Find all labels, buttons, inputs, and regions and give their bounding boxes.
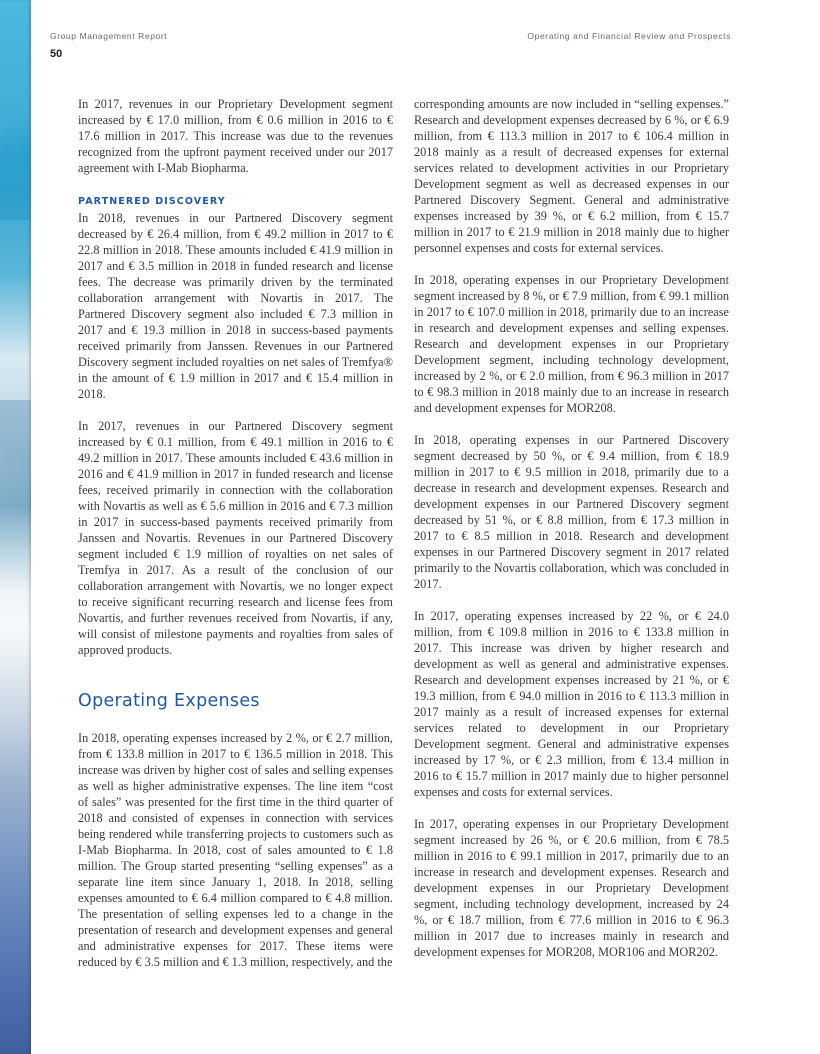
strip-facet [0,50,31,220]
running-header-right: Operating and Financial Review and Prospects [527,31,731,41]
paragraph: In 2018, revenues in our Partnered Discovery segment decreased by € 26.4 million, from € 49.2 million in 2017 to € 22.8 million in 2018. These amounts included € 41.9 million in 2017 and € 3.5 million in 2018 in funded research and license fees. The decrease was primarily driven by the terminated collaboration arrangement with Novartis in 2017. The Partnered Discovery segment also included € 7.3 million in 2017 and € 19.3 million in 2018 in success-based payments received primarily from Janssen. Revenues in our Partnered Discovery segment included royalties on net sales of Tremfya® in the amount of € 1.9 million in 2017 and € 15.4 million in 2018. [78,211,393,401]
decorative-side-strip [0,0,31,1054]
section-heading-operating-expenses: Operating Expenses [78,691,260,711]
paragraph: In 2018, operating expenses increased by 2 %, or € 2.7 million, from € 133.8 million in 2017 to € 136.5 million in 2018. This increase was driven by higher cost of sales and selling expenses as well as higher administrative expenses. The line item “cost of sales” was presented for the first time in the third quarter of 2018 and consisted of expenses in connection with services being rendered while transferring projects to customers such as I-Mab Biopharma. In 2018, cost of sales amounted to € 1.8 million. The Group started presenting “selling expenses” as a separate line item since January 1, 2018. In 2018, selling expenses amounted to € 6.4 million compared to € 4.8 million. The presentation of selling expenses led to a change in the presentation of research and development expenses and general and administrative expenses for 2017. These items were reduced by € 3.5 million and € 1.3 million, respectively, and the [78,731,393,969]
paragraph: In 2017, revenues in our Partnered Discovery segment increased by € 0.1 million, from € 49.1 million in 2016 to € 49.2 million in 2017. These amounts included € 43.6 million in 2016 and € 41.9 million in 2017 in funded research and license fees, received primarily in connection with the collaboration with Novartis as well as € 5.6 million in 2016 and € 7.3 million in 2017 in success-based payments received primarily from Janssen and Novartis. Revenues in our Partnered Discovery segment included € 1.9 million of royalties on net sales of Tremfya in 2017. As a result of the conclusion of our collaboration arrangement with Novartis, we no longer expect to receive significant recurring research and license fees from Novartis, and further revenues received from Novartis, if any, will consist of milestone payments and royalties from sales of approved products. [78,419,393,657]
paragraph: In 2018, operating expenses in our Proprietary Development segment increased by 8 %, or € 7.9 million, from € 99.1 million in 2017 to € 107.0 million in 2018, primarily due to an increase in research and development expenses and selling expenses. Research and development expenses in our Proprietary Development segment, including technology development, increased by 2 %, or € 2.0 million, from € 96.3 million in 2017 to € 98.3 million in 2018 mainly due to an increase in research and development expenses for MOR208. [414,273,729,415]
right-column [414,96,729,976]
running-header-left: Group Management Report [50,31,168,41]
paragraph: In 2017, operating expenses in our Proprietary Development segment increased by 26 %, or € 20.6 million, from € 78.5 million in 2016 to € 99.1 million in 2017, primarily due to an increase in research and development expenses. Research and development expenses in our Proprietary Development segment, including technology development, increased by 24 %, or € 18.7 million, from € 77.6 million in 2016 to € 96.3 million in 2017 due to increases mainly in research and development expenses for MOR208, MOR106 and MOR202. [414,817,729,959]
sub-heading-partnered-discovery: PARTNERED DISCOVERY [78,196,226,207]
paragraph: In 2017, operating expenses increased by 22 %, or € 24.0 million, from € 109.8 million in 2016 to € 133.8 million in 2017. This increase was driven by higher research and development as well as general and administrative expenses. Research and development expenses increased by 21 %, or € 19.3 million, from € 94.0 million in 2016 to € 113.3 million in 2017 mainly as a result of increased expenses for external services related to development in our Proprietary Development segment. General and administrative expenses increased by 17 %, or € 2.3 million, from € 13.4 million in 2016 to € 15.7 million in 2017 mainly due to higher personnel expenses and costs for external services. [414,609,729,799]
page-number: 50 [50,48,63,60]
paragraph: In 2018, operating expenses in our Partnered Discovery segment decreased by 50 %, or € 9.4 million, from € 18.9 million in 2017 to € 9.5 million in 2018, primarily due to a decrease in research and development expenses. Research and development expenses in our Partnered Discovery segment decreased by 51 %, or € 8.8 million, from € 17.3 million in 2017 to € 8.5 million in 2018. Research and development expenses in our Partnered Discovery segment in 2017 related primarily to the Novartis collaboration, which was concluded in 2017. [414,433,729,591]
paragraph: corresponding amounts are now included in “selling expenses.” Research and development expenses decreased by 6 %, or € 6.9 million, from € 113.3 million in 2017 to € 106.4 million in 2018 mainly as a result of decreased expenses for external services related to development activities in our Proprietary Development segment as well as decreased expenses in our Partnered Discovery Segment. General and administrative expenses increased by 39 %, or € 6.2 million, from € 15.7 million in 2017 to € 21.9 million in 2018 mainly due to higher personnel expenses and costs for external services. [414,97,729,255]
strip-facet [0,400,31,580]
left-column [78,96,393,986]
paragraph: In 2017, revenues in our Proprietary Development segment increased by € 17.0 million, from € 0.6 million in 2016 to € 17.6 million in 2017. This increase was due to the revenues recognized from the upfront payment received under our 2017 agreement with I-Mab Biopharma. [78,97,393,175]
